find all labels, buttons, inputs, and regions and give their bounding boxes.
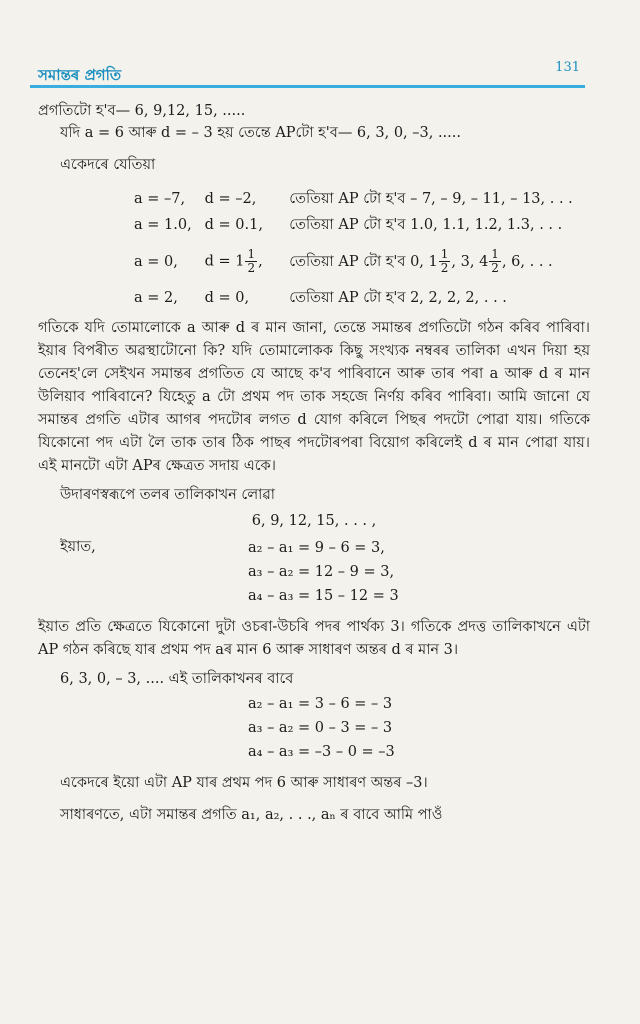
fraction-denominator: 2 [247,261,256,275]
difference-equation: a₃ – a₂ = 12 – 9 = 3, [248,564,395,580]
sequence-line: প্ৰগতিটো হ'ব— 6, 9,12, 15, ..... [38,103,246,119]
explanation-paragraph: গতিকে যদি তোমালোকে a আৰু d ৰ মান জানা, তেন্তে সমান্তৰ প্ৰগতিটো গঠন কৰিব পাৰিবা। ইয়াৰ বিপৰীত অৱস্থাটোনো কি? যদি তোমালোকক কিছু সংখ্যক নম্বৰৰ তালিকা এখন দিয়া হয় তেনেহ'লে সেইখন সমান্তৰ প্ৰগতিত যে আছে ক'ব পাৰিবানে আৰু তাৰ পৰা a আৰু d ৰ মান উলিয়াব পাৰিবানে? যিহেতু a টো প্ৰথম পদ তাক সহজে নিৰ্ণয় কৰিব পাৰিবা। আমি জানো যে সমান্তৰ প্ৰগতি এটাৰ আগৰ পদটোৰ লগত d যোগ কৰিলে পিছৰ পদটো পোৱা যায়। গতিকে যিকোনো পদ এটা লৈ তাক তাৰ ঠিক পাছৰ পদটোৰপৰা বিয়োগ কৰিলেই d ৰ মান পোৱা যায়। এই মানটো এটা APৰ ক্ষেত্ৰত সদায় একে। [38,320,590,474]
case-a-value: a = –7, [134,191,186,207]
case-result: তেতিয়া AP টো হ'ব – 7, – 9, – 11, – 13, . . . [289,191,573,207]
difference-equation: a₃ – a₂ = 0 – 3 = – 3 [248,720,393,736]
difference-equation: a₂ – a₁ = 9 – 6 = 3, [248,540,385,556]
fraction-numerator: 1 [491,247,499,261]
case-result-suffix: , 6, . . . [501,253,553,270]
fraction [489,248,501,275]
page-number: 131 [555,60,580,75]
fraction [245,248,257,275]
case-result [289,247,553,275]
example-sequence: 6, 9, 12, 15, . . . , [251,513,377,529]
page-content [38,100,590,826]
ap-case-row [38,248,590,275]
fraction-denominator: 2 [491,261,499,275]
example2-intro: 6, 3, 0, – 3, .... এই তালিকাখনৰ বাবে [60,671,294,687]
case-d-prefix: d = 1 [204,253,245,270]
case-a-value: a = 2, [134,290,178,306]
conclusion-paragraph: ইয়াত প্ৰতি ক্ষেত্ৰতে যিকোনো দুটা ওচৰা-উচৰি পদৰ পাৰ্থক্য 3। গতিকে প্ৰদত্ত তালিকাখনে এটা AP গঠন কৰিছে যাৰ প্ৰথম পদ aৰ মান 6 আৰু সাধাৰণ অন্তৰ d ৰ মান 3। [38,619,590,658]
difference-equation: a₂ – a₁ = 3 – 6 = – 3 [248,696,393,712]
similarly-conclusion: একেদৰে ইয়ো এটা AP যাৰ প্ৰথম পদ 6 আৰু সাধাৰণ অন্তৰ –3। [60,775,428,791]
here-label: ইয়াত, [60,539,96,555]
case-result: তেতিয়া AP টো হ'ব 2, 2, 2, 2, . . . [289,290,507,306]
fraction-numerator: 1 [440,247,449,261]
case-d-value: d = 0.1, [204,217,263,233]
general-statement: সাধাৰণতে, এটা সমান্তৰ প্ৰগতি a₁, a₂, . . ., aₙ ৰ বাবে আমি পাওঁ [60,807,443,823]
example-intro: উদাৰণস্বৰূপে তলৰ তালিকাখন লোৱা [60,487,276,503]
difference-equations-2 [38,692,590,764]
case-result: তেতিয়া AP টো হ'ব 1.0, 1.1, 1.2, 1.3, . . . [289,217,563,233]
fraction-numerator: 1 [247,247,256,261]
ap-case-row [38,214,590,236]
case-d-value: d = 0, [204,290,250,306]
header-rule [30,85,585,88]
running-header-title: সমান্তৰ প্ৰগতি [38,66,122,84]
difference-equation: a₄ – a₃ = –3 – 0 = –3 [248,744,395,760]
fraction [439,248,451,275]
case-result-prefix: তেতিয়া AP টো হ'ব 0, 1 [289,253,438,270]
fraction-denominator: 2 [440,261,449,275]
difference-equation: a₄ – a₃ = 15 – 12 = 3 [248,588,399,604]
ap-example-line: যদি a = 6 আৰু d = – 3 হয় তেন্তে APটো হ'ব— 6, 3, 0, –3, ..... [60,125,461,141]
ap-case-row [38,188,590,210]
similarly-line: একেদৰে যেতিয়া [60,157,156,173]
case-result-mid: , 3, 4 [451,253,489,270]
ap-case-row [38,287,590,309]
case-a-value: a = 0, [134,253,178,270]
case-d-value: d = 1 $\frac{1}{2}$ , [204,247,263,275]
case-d-value: d = –2, [204,191,257,207]
case-a-value: a = 1.0, [134,217,192,233]
difference-equations [38,536,590,608]
